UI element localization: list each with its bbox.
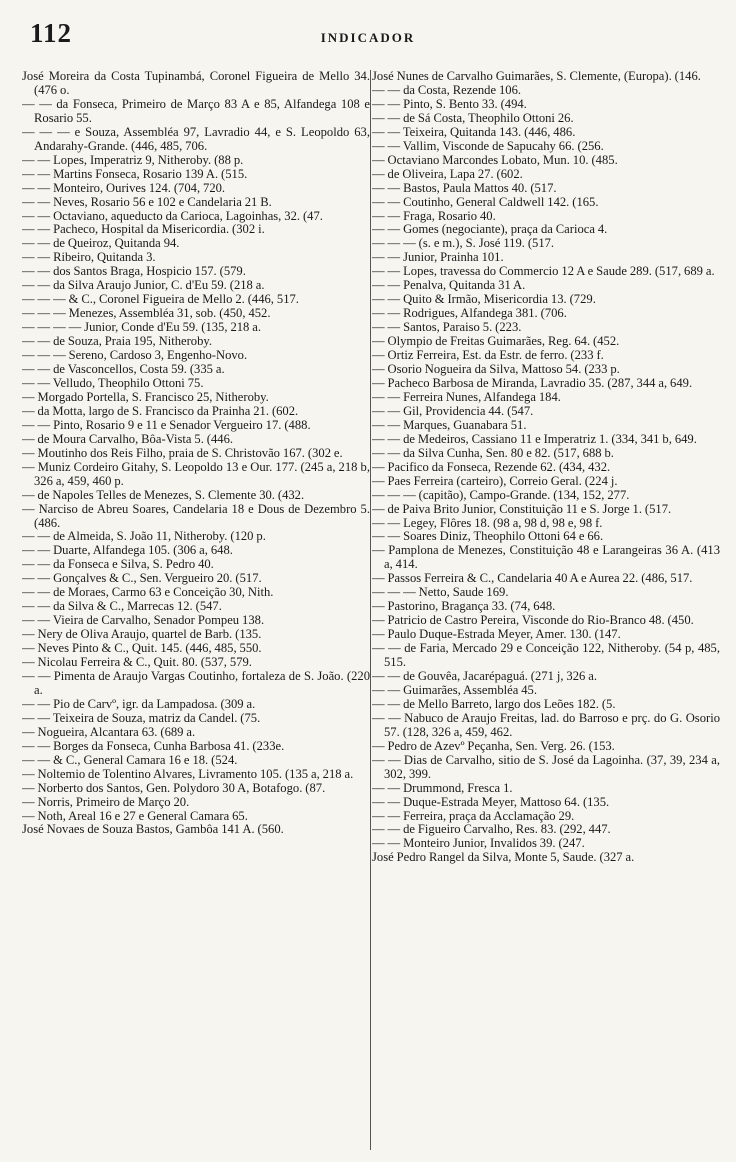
directory-entry: — Pacifico da Fonseca, Rezende 62. (434, 432.	[372, 459, 611, 474]
directory-entry: — Nogueira, Alcantara 63. (689 a.	[22, 724, 196, 739]
directory-entry: — Norris, Primeiro de Março 20.	[22, 794, 190, 809]
directory-entry: — — — Sereno, Cardoso 3, Engenho-Novo.	[22, 348, 248, 363]
directory-entry: — Pacheco Barbosa de Miranda, Lavradio 35. (287, 344 a, 649.	[372, 375, 693, 390]
directory-entry: — — Penalva, Quitanda 31 A.	[372, 278, 526, 293]
directory-entry: — — Soares Diniz, Theophilo Ottoni 64 e 66.	[372, 529, 604, 544]
directory-entry: — Patricio de Castro Pereira, Visconde do Rio-Branco 48. (450.	[372, 613, 694, 628]
directory-entry: — — Lopes, Imperatriz 9, Nitheroby. (88 p.	[22, 152, 244, 167]
directory-entry: — — Pimenta de Araujo Vargas Coutinho, fortaleza de S. João. (220 a.	[22, 668, 370, 697]
directory-entry: — — Gonçalves & C., Sen. Vergueiro 20. (517.	[22, 571, 262, 586]
directory-entry: — — — & C., Coronel Figueira de Mello 2. (446, 517.	[22, 292, 299, 307]
directory-entry: — — da Fonseca e Silva, S. Pedro 40.	[22, 557, 214, 572]
directory-entry: — — de Gouvêa, Jacarépaguá. (271 j, 326 a.	[372, 668, 598, 683]
directory-entry: — — Duque-Estrada Meyer, Mattoso 64. (135.	[372, 794, 610, 809]
directory-entry: — — da Silva Cunha, Sen. 80 e 82. (517, 688 b.	[372, 445, 614, 460]
directory-entry: — Noth, Areal 16 e 27 e General Camara 65.	[22, 808, 248, 823]
directory-entry: — — — — Junior, Conde d'Eu 59. (135, 218 a.	[22, 320, 262, 335]
directory-entry: — — de Moraes, Carmo 63 e Conceição 30, Nith.	[22, 585, 274, 600]
directory-entry: — Pamplona de Menezes, Constituição 48 e Larangeiras 36 A. (413 a, 414.	[372, 543, 720, 572]
directory-entry: — Olympio de Freitas Guimarães, Reg. 64. (452.	[372, 334, 620, 349]
directory-entry: — — Drummond, Fresca 1.	[372, 780, 513, 795]
directory-entry: — — da Fonseca, Primeiro de Março 83 A e 85, Alfandega 108 e Rosario 55.	[22, 96, 370, 125]
directory-entry: — de Oliveira, Lapa 27. (602.	[372, 166, 523, 181]
directory-entry: — Osorio Nogueira da Silva, Mattoso 54. (233 p.	[372, 362, 620, 377]
directory-entry: — — de Faria, Mercado 29 e Conceição 122, Nitheroby. (54 p, 485, 515.	[372, 641, 720, 670]
directory-entry: — — dos Santos Braga, Hospicio 157. (579.	[22, 264, 246, 279]
directory-entry: — — de Souza, Praia 195, Nitheroby.	[22, 334, 212, 349]
directory-entry: — — Bastos, Paula Mattos 40. (517.	[372, 180, 557, 195]
directory-entry: — — Pacheco, Hospital da Misericordia. (302 i.	[22, 222, 265, 237]
directory-entry: — Pastorino, Bragança 33. (74, 648.	[372, 599, 556, 614]
directory-entry: — — de Figueiro Carvalho, Res. 83. (292, 447.	[372, 822, 611, 837]
directory-entry: — — Dias de Carvalho, sitio de S. José da Lagoinha. (37, 39, 234 a, 302, 399.	[372, 752, 720, 781]
directory-entry: — de Paiva Brito Junior, Constituição 11 e S. Jorge 1. (517.	[372, 501, 672, 516]
directory-entry: — Nery de Oliva Araujo, quartel de Barb. (135.	[22, 627, 262, 642]
directory-entry: — — — Netto, Saude 169.	[372, 585, 509, 600]
directory-entry: José Novaes de Souza Bastos, Gambôa 141 A. (560.	[22, 822, 284, 837]
directory-entry: — Noltemio de Tolentino Alvares, Livramento 105. (135 a, 218 a.	[22, 766, 354, 781]
directory-entry: — — Duarte, Alfandega 105. (306 a, 648.	[22, 543, 233, 558]
directory-entry: — Paulo Duque-Estrada Meyer, Amer. 130. (147.	[372, 627, 621, 642]
directory-entry: — — Legey, Flôres 18. (98 a, 98 d, 98 e, 98 f.	[372, 515, 603, 530]
directory-entry: — — — (capitão), Campo-Grande. (134, 152, 277.	[372, 487, 630, 502]
directory-entry: — — Teixeira de Souza, matriz da Candel. (75.	[22, 710, 261, 725]
directory-entry: — — Neves, Rosario 56 e 102 e Candelaria 21 B.	[22, 194, 272, 209]
directory-entry: — Moutinho dos Reis Filho, praia de S. Christovão 167. (302 e.	[22, 445, 343, 460]
directory-entry: — — Pinto, S. Bento 33. (494.	[372, 96, 527, 111]
directory-entry: — — Ribeiro, Quitanda 3.	[22, 250, 156, 265]
left-column	[22, 70, 370, 1150]
directory-entry: — de Napoles Telles de Menezes, S. Clemente 30. (432.	[22, 487, 305, 502]
directory-entry: — — Octaviano, aqueducto da Carioca, Lagoinhas, 32. (47.	[22, 208, 323, 223]
directory-entry: — — de Medeiros, Cassiano 11 e Imperatriz 1. (334, 341 b, 649.	[372, 431, 697, 446]
directory-entry: — — Pinto, Rosario 9 e 11 e Senador Vergueiro 17. (488.	[22, 417, 311, 432]
directory-entry: — Pedro de Azevº Peçanha, Sen. Verg. 26. (153.	[372, 738, 615, 753]
directory-entry: José Moreira da Costa Tupinambá, Coronel Figueira de Mello 34. (476 o.	[22, 70, 370, 97]
directory-entry: — — — e Souza, Assembléa 97, Lavradio 44, e S. Leopoldo 63, Andarahy-Grande. (446, 485, 706.	[22, 124, 370, 153]
directory-entry: — Octaviano Marcondes Lobato, Mun. 10. (485.	[372, 152, 618, 167]
directory-entry: — — Vallim, Visconde de Sapucahy 66. (256.	[372, 138, 604, 153]
right-column	[372, 70, 720, 1150]
directory-entry: — de Moura Carvalho, Bôa-Vista 5. (446.	[22, 431, 234, 446]
directory-entry: — Muniz Cordeiro Gitahy, S. Leopoldo 13 e Our. 177. (245 a, 218 b, 326 a, 459, 460 p.	[22, 459, 370, 488]
directory-entry: — — da Silva Araujo Junior, C. d'Eu 59. (218 a.	[22, 278, 265, 293]
directory-entry: — — Ferreira, praça da Acclamação 29.	[372, 808, 575, 823]
directory-entry: — Norberto dos Santos, Gen. Polydoro 30 A, Botafogo. (87.	[22, 780, 326, 795]
directory-entry: — — Borges da Fonseca, Cunha Barbosa 41. (233e.	[22, 738, 285, 753]
directory-entry: — — Coutinho, General Caldwell 142. (165.	[372, 194, 599, 209]
directory-entry: — — Fraga, Rosario 40.	[372, 208, 496, 223]
directory-entry: — — de Almeida, S. João 11, Nitheroby. (120 p.	[22, 529, 266, 544]
directory-entry: — — Ferreira Nunes, Alfandega 184.	[372, 389, 561, 404]
directory-entry: — — — Menezes, Assembléa 31, sob. (450, 452.	[22, 306, 271, 321]
directory-entry: José Nunes de Carvalho Guimarães, S. Clemente, (Europa). (146.	[372, 70, 701, 83]
directory-entry: — — Lopes, travessa do Commercio 12 A e Saude 289. (517, 689 a.	[372, 264, 715, 279]
directory-entry: — Neves Pinto & C., Quit. 145. (446, 485, 550.	[22, 641, 262, 656]
directory-entry: — — Monteiro, Ourives 124. (704, 720.	[22, 180, 226, 195]
directory-entry: — Morgado Portella, S. Francisco 25, Nitheroby.	[22, 389, 269, 404]
directory-entry: — — de Mello Barreto, largo dos Leões 182. (5.	[372, 696, 616, 711]
directory-entry: — — Vieira de Carvalho, Senador Pompeu 138.	[22, 613, 265, 628]
directory-entry: — — Teixeira, Quitanda 143. (446, 486.	[372, 124, 576, 139]
directory-entry: — — Junior, Prainha 101.	[372, 250, 504, 265]
directory-entry: — — Marques, Guanabara 51.	[372, 417, 527, 432]
column-divider	[370, 70, 371, 1150]
directory-entry: — — de Sá Costa, Theophilo Ottoni 26.	[372, 110, 574, 125]
directory-entry: José Pedro Rangel da Silva, Monte 5, Saude. (327 a.	[372, 850, 635, 865]
directory-entry: — — — (s. e m.), S. José 119. (517.	[372, 236, 555, 251]
directory-entry: — — & C., General Camara 16 e 18. (524.	[22, 752, 238, 767]
directory-entry: — — de Queiroz, Quitanda 94.	[22, 236, 180, 251]
directory-entry: — — da Costa, Rezende 106.	[372, 82, 522, 97]
directory-entry: — — Gil, Providencia 44. (547.	[372, 403, 534, 418]
directory-entry: — — Gomes (negociante), praça da Carioca 4.	[372, 222, 608, 237]
directory-entry: — Nicolau Ferreira & C., Quit. 80. (537, 579.	[22, 655, 252, 670]
directory-entry: — — Monteiro Junior, Invalidos 39. (247.	[372, 836, 585, 851]
directory-entry: — Ortiz Ferreira, Est. da Estr. de ferro. (233 f.	[372, 348, 604, 363]
directory-entry: — Passos Ferreira & C., Candelaria 40 A e Aurea 22. (486, 517.	[372, 571, 693, 586]
directory-entry: — — Guimarães, Assembléa 45.	[372, 682, 537, 697]
directory-entry: — — Velludo, Theophilo Ottoni 75.	[22, 375, 204, 390]
directory-entry: — — Rodrigues, Alfandega 381. (706.	[372, 306, 567, 321]
directory-entry: — da Motta, largo de S. Francisco da Prainha 21. (602.	[22, 403, 299, 418]
directory-entry: — Narciso de Abreu Soares, Candelaria 18 e Dous de Dezembro 5. (486.	[22, 501, 370, 530]
directory-entry: — — Quito & Irmão, Misericordia 13. (729.	[372, 292, 596, 307]
page-number: 112	[30, 18, 73, 48]
directory-entry: — — Santos, Paraiso 5. (223.	[372, 320, 522, 335]
directory-entry: — — da Silva & C., Marrecas 12. (547.	[22, 599, 222, 614]
directory-entry: — — de Vasconcellos, Costa 59. (335 a.	[22, 362, 225, 377]
directory-entry: — — Pio de Carvº, igr. da Lampadosa. (309 a.	[22, 696, 256, 711]
running-title: INDICADOR	[320, 30, 416, 45]
directory-entry: — Paes Ferreira (carteiro), Correio Geral. (224 j.	[372, 473, 618, 488]
directory-entry: — — Martins Fonseca, Rosario 139 A. (515.	[22, 166, 248, 181]
page-header	[0, 10, 736, 58]
directory-entry: — — Nabuco de Araujo Freitas, lad. do Barroso e prç. do G. Osorio 57. (128, 326 a, 459, 462.	[372, 710, 720, 739]
